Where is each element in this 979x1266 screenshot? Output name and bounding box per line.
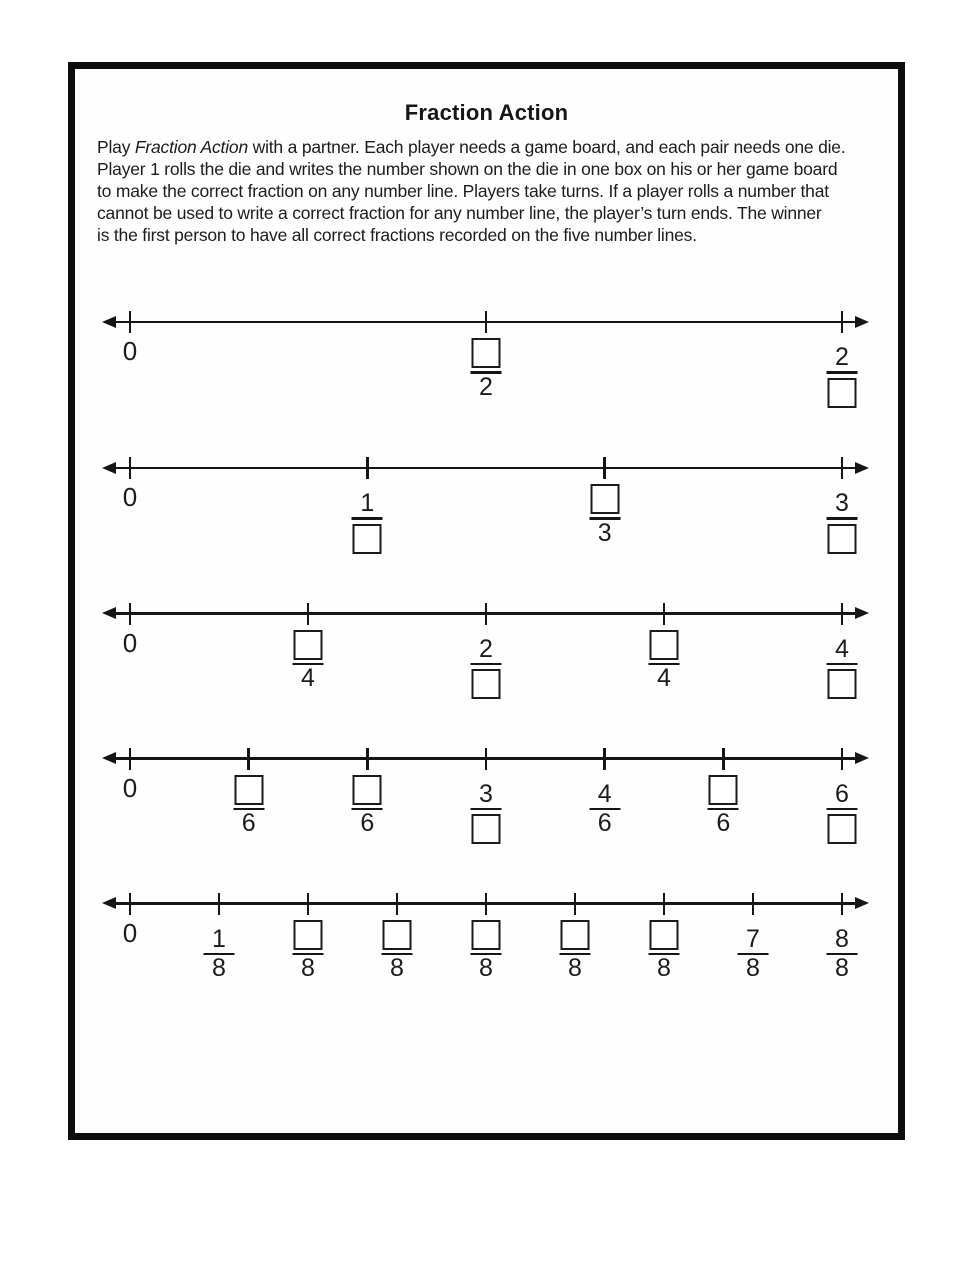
fraction-denominator	[828, 520, 857, 564]
arrow-left-icon	[102, 897, 116, 909]
tick-mark	[129, 603, 132, 625]
tick-mark	[129, 311, 132, 333]
fraction-denominator	[657, 665, 671, 709]
zero-label: 0	[122, 917, 138, 948]
fraction-denominator-digit: 8	[390, 954, 404, 983]
tick-mark	[485, 603, 488, 625]
arrow-right-icon	[855, 462, 869, 474]
fraction-denominator	[479, 374, 493, 418]
fraction-numerator	[353, 774, 382, 808]
tick-mark	[129, 748, 132, 770]
fraction-denominator-digit: 6	[597, 809, 612, 838]
instructions-line-4: cannot be used to write a correct fraction for any number line, the player’s turn ends. The winner	[97, 203, 822, 223]
tick-mark	[752, 893, 755, 915]
fraction-numerator-digit: 7	[746, 924, 760, 953]
fraction-1-over-8	[204, 919, 235, 1000]
fraction-4-over-blank	[827, 629, 858, 710]
fraction-denominator-digit: 4	[657, 664, 671, 693]
answer-box[interactable]	[472, 814, 501, 844]
fraction-numerator	[212, 919, 226, 953]
fraction-denominator-digit: 8	[568, 954, 582, 983]
fraction-denominator	[353, 520, 382, 564]
answer-box[interactable]	[828, 669, 857, 699]
answer-box[interactable]	[709, 775, 738, 805]
answer-box[interactable]	[472, 338, 501, 368]
tick-mark	[841, 457, 844, 479]
fraction-denominator	[716, 810, 730, 854]
zero-label: 0	[122, 772, 138, 803]
fraction-numerator	[598, 774, 612, 808]
fraction-numerator	[746, 919, 760, 953]
answer-box[interactable]	[828, 524, 857, 554]
tick-mark	[218, 893, 221, 915]
answer-box[interactable]	[353, 524, 382, 554]
fraction-denominator-digit: 6	[716, 809, 731, 838]
fraction-7-over-8	[738, 919, 769, 1000]
answer-box[interactable]	[828, 378, 857, 408]
fraction-1-over-blank	[352, 483, 383, 564]
tick-mark	[396, 893, 399, 915]
fraction-numerator	[835, 774, 849, 808]
fraction-numerator	[835, 629, 849, 663]
fraction-blank-over-6	[708, 774, 739, 855]
fraction-blank-over-8	[382, 919, 413, 1000]
fraction-denominator	[212, 955, 226, 999]
instructions	[97, 136, 893, 246]
answer-box[interactable]	[650, 630, 679, 660]
fraction-numerator	[294, 629, 323, 663]
fraction-numerator-digit: 2	[479, 634, 493, 663]
fraction-numerator	[835, 337, 849, 371]
fraction-denominator-digit: 2	[479, 372, 493, 401]
answer-box[interactable]	[590, 484, 619, 514]
answer-box[interactable]	[650, 920, 679, 950]
fraction-denominator	[828, 665, 857, 709]
fraction-denominator-digit: 8	[835, 954, 849, 983]
fraction-numerator-digit: 1	[360, 489, 375, 517]
fraction-numerator	[479, 774, 493, 808]
tick-mark	[663, 893, 666, 915]
fraction-denominator	[360, 810, 374, 854]
tick-mark	[485, 311, 488, 333]
zero-label: 0	[122, 482, 138, 512]
answer-box[interactable]	[353, 775, 382, 805]
fraction-numerator-digit: 4	[597, 779, 612, 808]
fraction-numerator	[472, 919, 501, 953]
fraction-3-over-blank	[471, 774, 502, 855]
tick-mark	[307, 603, 310, 625]
fraction-numerator	[835, 483, 849, 517]
fraction-8-over-8	[827, 919, 858, 1000]
tick-mark	[307, 893, 310, 915]
fraction-blank-over-8	[471, 919, 502, 1000]
fraction-3-over-blank	[827, 483, 858, 564]
tick-mark	[366, 457, 369, 479]
fraction-denominator	[472, 665, 501, 709]
answer-box[interactable]	[383, 920, 412, 950]
tick-mark	[485, 748, 488, 770]
fraction-numerator	[234, 774, 263, 808]
fraction-denominator	[472, 810, 501, 854]
fraction-denominator-digit: 4	[301, 664, 315, 693]
fraction-numerator	[479, 629, 493, 663]
fraction-denominator	[598, 520, 612, 564]
instructions-line-3: to make the correct fraction on any number line. Players take turns. If a player rolls a number that	[97, 181, 829, 201]
number-line-rule	[111, 467, 861, 470]
tick-mark	[485, 893, 488, 915]
tick-mark	[841, 311, 844, 333]
arrow-right-icon	[855, 897, 869, 909]
tick-mark	[841, 748, 844, 770]
arrow-left-icon	[102, 316, 116, 328]
fraction-blank-over-8	[649, 919, 680, 1000]
fraction-denominator	[835, 955, 849, 999]
answer-box[interactable]	[234, 775, 263, 805]
instructions-game-name-italic: Fraction Action	[134, 137, 248, 157]
fraction-denominator-digit: 6	[360, 809, 375, 838]
fraction-4-over-6	[589, 774, 620, 855]
tick-mark	[129, 457, 132, 479]
arrow-right-icon	[855, 607, 869, 619]
fraction-numerator	[590, 483, 619, 517]
tick-mark	[841, 893, 844, 915]
fraction-blank-over-2	[471, 337, 502, 418]
fraction-numerator	[650, 919, 679, 953]
fraction-denominator	[598, 810, 612, 854]
fraction-numerator	[294, 919, 323, 953]
fraction-numerator-digit: 3	[835, 489, 849, 517]
fraction-numerator-digit: 6	[835, 779, 849, 808]
fraction-2-over-blank	[471, 629, 502, 710]
fraction-numerator	[383, 919, 412, 953]
fraction-numerator-digit: 1	[212, 924, 226, 953]
answer-box[interactable]	[472, 669, 501, 699]
tick-mark	[841, 603, 844, 625]
fraction-numerator-digit: 2	[835, 343, 849, 371]
fraction-blank-over-4	[649, 629, 680, 710]
tick-mark	[603, 748, 606, 770]
instructions-line-5: is the first person to have all correct fractions recorded on the five number lines.	[97, 225, 697, 245]
fraction-blank-over-3	[589, 483, 620, 564]
instructions-text: Play	[97, 137, 135, 157]
zero-label: 0	[122, 627, 138, 658]
tick-mark	[574, 893, 577, 915]
answer-box[interactable]	[294, 920, 323, 950]
answer-box[interactable]	[561, 920, 590, 950]
fraction-numerator-digit: 3	[479, 779, 493, 808]
instructions-text: with a partner. Each player needs a game board, and each pair needs one die.	[247, 137, 846, 157]
fraction-6-over-blank	[827, 774, 858, 855]
arrow-right-icon	[855, 752, 869, 764]
tick-mark	[603, 457, 606, 479]
instructions-line-1	[97, 136, 893, 158]
page-title: Fraction Action	[404, 100, 569, 125]
fraction-denominator-digit: 6	[241, 809, 256, 838]
fraction-blank-over-6	[352, 774, 383, 855]
fraction-denominator-digit: 8	[212, 954, 226, 983]
arrow-left-icon	[102, 607, 116, 619]
arrow-left-icon	[102, 752, 116, 764]
tick-mark	[129, 893, 132, 915]
tick-mark	[722, 748, 725, 770]
fraction-numerator	[709, 774, 738, 808]
zero-label: 0	[122, 336, 138, 366]
fraction-2-over-blank	[827, 337, 858, 418]
answer-box[interactable]	[294, 630, 323, 660]
fraction-denominator	[828, 810, 857, 854]
fraction-denominator-digit: 8	[657, 954, 671, 983]
fraction-denominator	[301, 955, 315, 999]
fraction-blank-over-4	[293, 629, 324, 710]
fraction-denominator-digit: 3	[597, 518, 612, 547]
fraction-numerator	[835, 919, 849, 953]
fraction-numerator-digit: 4	[835, 634, 849, 663]
arrow-right-icon	[855, 316, 869, 328]
fraction-numerator-digit: 8	[835, 924, 849, 953]
instructions-line-2: Player 1 rolls the die and writes the number shown on the die in one box on his or her game board	[97, 159, 838, 179]
fraction-blank-over-8	[560, 919, 591, 1000]
fraction-denominator-digit: 8	[301, 954, 315, 983]
fraction-denominator	[301, 665, 315, 709]
answer-box[interactable]	[472, 920, 501, 950]
fraction-numerator	[472, 337, 501, 371]
fraction-numerator	[561, 919, 590, 953]
answer-box[interactable]	[828, 814, 857, 844]
tick-mark	[247, 748, 250, 770]
fraction-numerator	[650, 629, 679, 663]
fraction-denominator-digit: 8	[746, 954, 760, 983]
fraction-denominator-digit: 8	[479, 954, 493, 983]
fraction-blank-over-8	[293, 919, 324, 1000]
tick-mark	[663, 603, 666, 625]
fraction-denominator	[479, 955, 493, 999]
fraction-denominator	[242, 810, 256, 854]
fraction-denominator	[568, 955, 582, 999]
fraction-numerator	[360, 483, 374, 517]
tick-mark	[366, 748, 369, 770]
fraction-denominator	[828, 374, 857, 418]
fraction-denominator	[390, 955, 404, 999]
fraction-denominator	[657, 955, 671, 999]
fraction-blank-over-6	[233, 774, 264, 855]
arrow-left-icon	[102, 462, 116, 474]
worksheet-frame	[68, 62, 905, 1140]
fraction-denominator	[746, 955, 760, 999]
